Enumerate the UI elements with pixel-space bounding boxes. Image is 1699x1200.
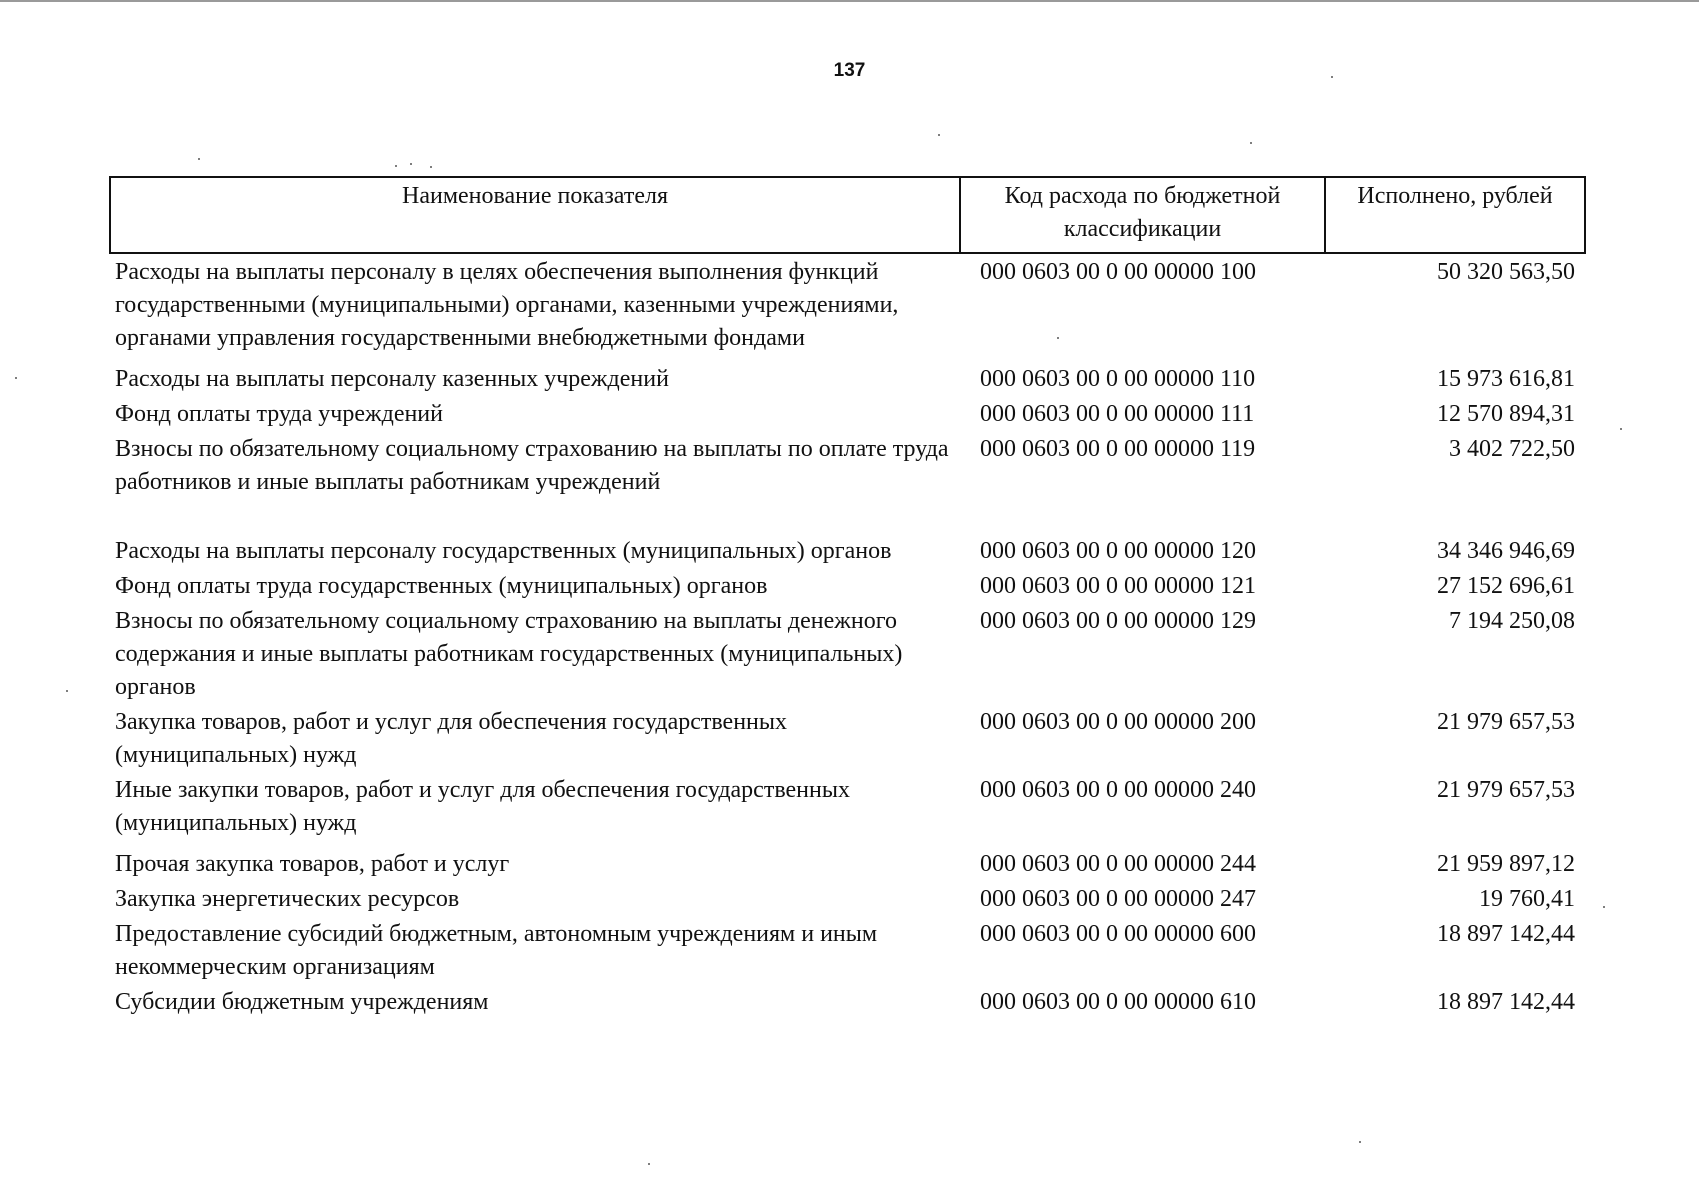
- row-indicator-name: Иные закупки товаров, работ и услуг для обеспечения государственных (муниципальных) нужд: [115, 777, 850, 836]
- row-executed-amount: 27 152 696,61: [1437, 573, 1575, 599]
- row-budget-code: 000 0603 00 0 00 00000 119: [980, 436, 1256, 462]
- row-indicator-name: Расходы на выплаты персоналу казенных учреждений: [115, 366, 669, 392]
- row-budget-code: 000 0603 00 0 00 00000 100: [980, 259, 1256, 285]
- row-executed-amount: 21 979 657,53: [1437, 709, 1575, 735]
- row-executed-amount: 21 959 897,12: [1437, 851, 1575, 877]
- table-row: [110, 568, 1585, 603]
- row-budget-code: 000 0603 00 0 00 00000 600: [980, 921, 1256, 947]
- row-budget-code: 000 0603 00 0 00 00000 247: [980, 886, 1256, 912]
- table-row: [110, 396, 1585, 431]
- page-number: 137: [833, 60, 866, 81]
- row-indicator-name: Субсидии бюджетным учреждениям: [115, 989, 489, 1015]
- row-indicator-name: Расходы на выплаты персоналу в целях обеспечения выполнения функций государственными (муниципальными) органами, казенными учреждениями, органами управления государственными внебюджетными фондами: [115, 259, 899, 351]
- row-budget-code: 000 0603 00 0 00 00000 110: [980, 366, 1256, 392]
- row-budget-code: 000 0603 00 0 00 00000 121: [980, 573, 1256, 599]
- scan-speck: [938, 134, 940, 136]
- row-indicator-name: Фонд оплаты труда учреждений: [115, 401, 443, 427]
- row-budget-code: 000 0603 00 0 00 00000 111: [980, 401, 1255, 427]
- row-executed-amount: 50 320 563,50: [1437, 259, 1575, 285]
- row-executed-amount: 15 973 616,81: [1437, 366, 1575, 392]
- row-budget-code: 000 0603 00 0 00 00000 244: [980, 851, 1256, 877]
- row-executed-amount: 12 570 894,31: [1437, 401, 1575, 427]
- row-executed-amount: 19 760,41: [1479, 886, 1575, 912]
- table-row: [110, 253, 1585, 355]
- row-indicator-name: Расходы на выплаты персоналу государственных (муниципальных) органов: [115, 538, 892, 564]
- row-executed-amount: 7 194 250,08: [1449, 608, 1575, 634]
- row-budget-code: 000 0603 00 0 00 00000 240: [980, 777, 1256, 803]
- row-indicator-name: Предоставление субсидий бюджетным, автономным учреждениям и иным некоммерческим организациям: [115, 921, 878, 980]
- scan-speck: [1620, 428, 1622, 430]
- table-row: [110, 984, 1585, 1019]
- row-executed-amount: 3 402 722,50: [1449, 436, 1575, 462]
- scan-speck: [648, 1163, 650, 1165]
- row-budget-code: 000 0603 00 0 00 00000 120: [980, 538, 1256, 564]
- row-indicator-name: Взносы по обязательному социальному страхованию на выплаты денежного содержания и иные выплаты работникам государственных (муниципальных) органов: [115, 608, 903, 700]
- table-row: [110, 499, 1585, 568]
- table-row: [110, 772, 1585, 840]
- scan-speck: [1359, 1141, 1361, 1143]
- row-budget-code: 000 0603 00 0 00 00000 200: [980, 709, 1256, 735]
- row-executed-amount: 18 897 142,44: [1437, 921, 1575, 947]
- page-top-border: [0, 0, 1699, 2]
- header-indicator-name: Наименование показателя: [110, 177, 960, 253]
- row-executed-amount: 21 979 657,53: [1437, 777, 1575, 803]
- row-executed-amount: 34 346 946,69: [1437, 538, 1575, 564]
- table-row: [110, 916, 1585, 984]
- row-executed-amount: 18 897 142,44: [1437, 989, 1575, 1015]
- header-budget-code: Код расхода по бюджетной классификации: [960, 177, 1325, 253]
- scan-speck: [1250, 142, 1252, 144]
- budget-table-container: [109, 176, 1584, 1019]
- scan-speck: [198, 158, 200, 160]
- table-header-row: [110, 177, 1585, 253]
- scan-speck: [1603, 906, 1605, 908]
- row-indicator-name: Закупка энергетических ресурсов: [115, 886, 460, 912]
- budget-expenses-table: [109, 176, 1586, 1019]
- row-indicator-name: Закупка товаров, работ и услуг для обеспечения государственных (муниципальных) нужд: [115, 709, 788, 768]
- scan-speck: [395, 165, 397, 167]
- row-budget-code: 000 0603 00 0 00 00000 129: [980, 608, 1256, 634]
- row-indicator-name: Взносы по обязательному социальному страхованию на выплаты по оплате труда работников и иные выплаты работникам учреждений: [115, 436, 949, 495]
- scan-speck: [410, 163, 412, 165]
- table-row: [110, 840, 1585, 881]
- scan-speck: [15, 377, 17, 379]
- table-row: [110, 881, 1585, 916]
- header-executed-amount: Исполнено, рублей: [1325, 177, 1585, 253]
- scan-speck: [66, 690, 68, 692]
- row-indicator-name: Прочая закупка товаров, работ и услуг: [115, 851, 510, 877]
- table-row: [110, 704, 1585, 772]
- row-indicator-name: Фонд оплаты труда государственных (муниципальных) органов: [115, 573, 768, 599]
- table-row: [110, 355, 1585, 396]
- scan-speck: [1331, 76, 1333, 78]
- table-row: [110, 431, 1585, 499]
- scan-speck: [430, 166, 432, 168]
- table-row: [110, 603, 1585, 704]
- row-budget-code: 000 0603 00 0 00 00000 610: [980, 989, 1256, 1015]
